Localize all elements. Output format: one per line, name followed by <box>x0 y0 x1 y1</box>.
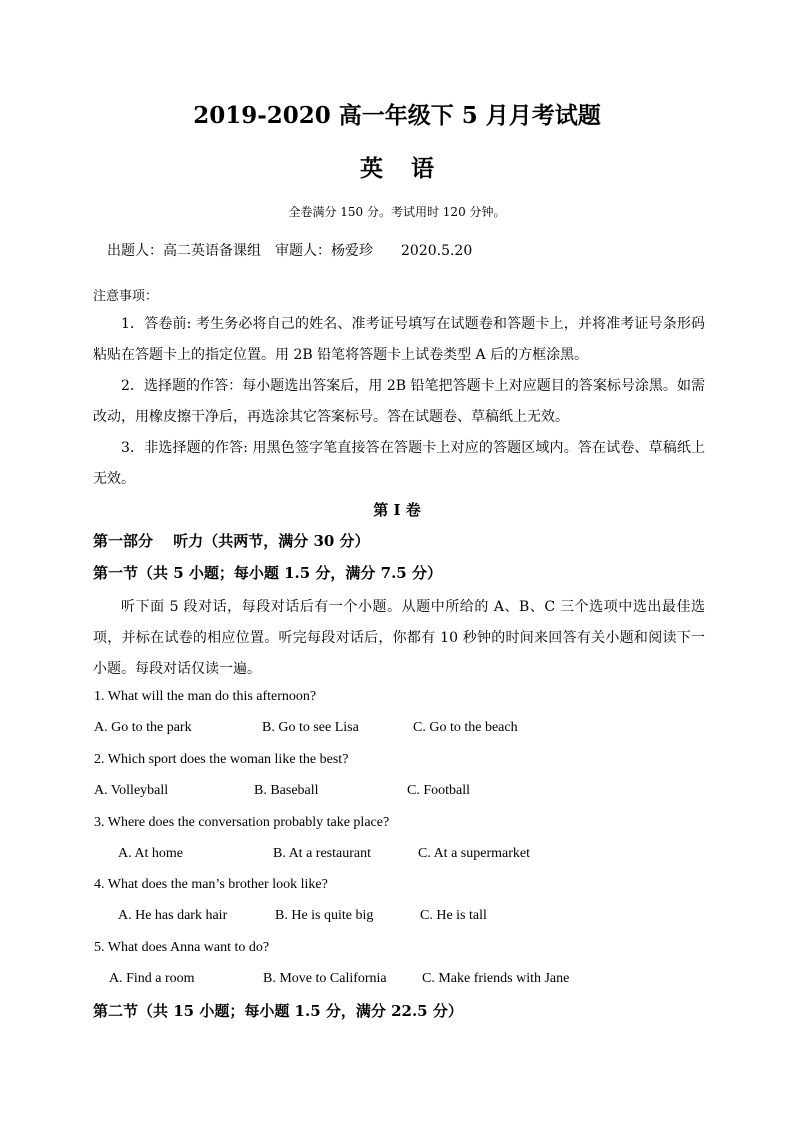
notice-item-2: 2．选择题的作答：每小题选出答案后，用 2B 铅笔把答题卡上对应题目的答案标号涂黑。如需改动，用橡皮擦干净后，再选涂其它答案标号。答在试题卷、草稿纸上无效。 <box>93 378 705 425</box>
exam-meta: 全卷满分 150 分。考试用时 120 分钟。 <box>288 205 506 219</box>
volume-title: 第 I 卷 <box>373 501 421 519</box>
exam-title: 2019-2020 高一年级下 5 月月考试题 <box>193 102 601 129</box>
notice-item-3: 3．非选择题的作答: 用黑色签字笔直接答在答题卡上对应的答题区域内。答在试卷、草稿纸上无效。 <box>93 440 705 487</box>
setter-line: 出题人：高二英语备课组 审题人：杨爱珍 2020.5.20 <box>107 243 473 259</box>
question-2-option-a: A. Volleyball <box>94 783 169 798</box>
question-3-option-c: C. At a supermarket <box>418 846 530 861</box>
question-3-option-a: A. At home <box>118 846 183 861</box>
section1-title: 第一节（共 5 小题；每小题 1.5 分，满分 7.5 分） <box>93 564 442 582</box>
question-2-option-c: C. Football <box>407 783 471 798</box>
question-5-option-c: C. Make friends with Jane <box>422 971 570 986</box>
section1-instructions: 听下面 5 段对话，每段对话后有一个小题。从题中所给的 A、B、C 三个选项中选出最佳选项，并标在试卷的相应位置。听完每段对话后，你都有 10 秒钟的时间来回答有关小题和阅读下一小题。每段对话仅读一遍。 <box>93 599 705 677</box>
question-1-option-a: A. Go to the park <box>94 720 192 735</box>
subject-title: 英 语 <box>359 155 444 182</box>
question-2: 2. Which sport does the woman like the best? <box>94 752 349 767</box>
question-1: 1. What will the man do this afternoon? <box>94 689 317 704</box>
question-1-option-c: C. Go to the beach <box>413 720 518 735</box>
question-4: 4. What does the man’s brother look like? <box>94 877 328 892</box>
question-4-option-c: C. He is tall <box>420 908 487 923</box>
question-1-option-b: B. Go to see Lisa <box>262 720 359 735</box>
question-5-option-b: B. Move to California <box>263 971 387 986</box>
question-4-option-a: A. He has dark hair <box>118 908 228 923</box>
question-3: 3. Where does the conversation probably take place? <box>94 815 390 830</box>
part1-title: 第一部分 听力（共两节，满分 30 分） <box>93 532 370 550</box>
section2-title: 第二节（共 15 小题；每小题 1.5 分，满分 22.5 分） <box>93 1002 463 1020</box>
question-3-option-b: B. At a restaurant <box>273 846 371 861</box>
question-4-option-b: B. He is quite big <box>275 908 374 923</box>
question-2-option-b: B. Baseball <box>254 783 319 798</box>
question-5-option-a: A. Find a room <box>109 971 195 986</box>
question-5: 5. What does Anna want to do? <box>94 940 270 955</box>
notice-title: 注意事项： <box>93 289 159 304</box>
notice-item-1: 1．答卷前: 考生务必将自己的姓名、准考证号填写在试题卷和答题卡上，并将准考证号条形码粘贴在答题卡上的指定位置。用 2B 铅笔将答题卡上试卷类型 A 后的方框涂黑。 <box>93 316 705 363</box>
